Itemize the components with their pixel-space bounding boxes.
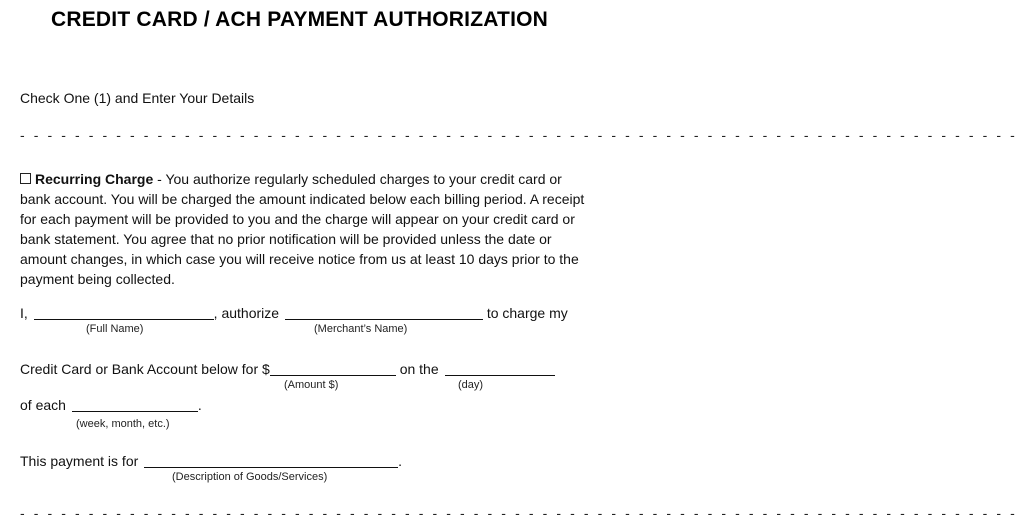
each-label: of each [20,397,66,413]
day-caption: (day) [458,379,484,391]
amount-field[interactable] [270,361,396,376]
recurring-charge-checkbox[interactable] [20,173,31,184]
charge-label: to charge my [486,305,568,321]
each-line [20,397,202,413]
goods-description-field[interactable] [144,453,398,468]
i-label: I, [20,305,28,321]
payment-label: This payment is for [20,453,139,469]
merchant-name-caption: (Merchant’s Name) [314,323,408,335]
payment-period: . [398,453,403,469]
separator-top: - - - - - - - - - - - - - - - - - - - - - - - - - - - - - - - - - - - - - - - - - - - - - - - - - - - - - - - - - - - - - - - - - - - - - - - - - [20,127,1017,143]
full-name-caption: (Full Name) [86,323,144,335]
form-title: CREDIT CARD / ACH PAYMENT AUTHORIZATION [50,8,548,31]
amount-caption: (Amount $) [284,379,339,391]
recurring-charge-label: Recurring Charge [35,171,154,187]
separator-bottom: - - - - - - - - - - - - - - - - - - - - - - - - - - - - - - - - - - - - - - - - - - - - - - - - - - - - - - - - - - - - - - - - - - - - - - - - - [20,505,1017,521]
authorize-label: , authorize [213,305,280,321]
recurring-charge-option [20,169,592,289]
period-caption: (week, month, etc.) [76,418,170,430]
payment-line [20,453,402,469]
day-field[interactable] [445,361,555,376]
period-field[interactable] [72,397,198,412]
merchant-name-field[interactable] [285,305,483,320]
instruction-text: Check One (1) and Enter Your Details [20,90,255,106]
account-label: Credit Card or Bank Account below for $ [20,361,270,377]
account-line [20,361,555,377]
goods-caption: (Description of Goods/Services) [172,471,328,483]
authorize-line [20,305,568,321]
on-the-label: on the [399,361,439,377]
each-period: . [197,397,202,413]
recurring-charge-description: - You authorize regularly scheduled charges to your credit card or bank account. You will be charged the amount indicated below each billing period. A receipt for each payment will be provided to you and the charge will appear on your credit card or bank statement. You agree that no prior notification will be provided unless the date or amount changes, in which case you will receive notice from us at least 10 days prior to the payment being collected. [20,171,585,287]
full-name-field[interactable] [34,305,214,320]
